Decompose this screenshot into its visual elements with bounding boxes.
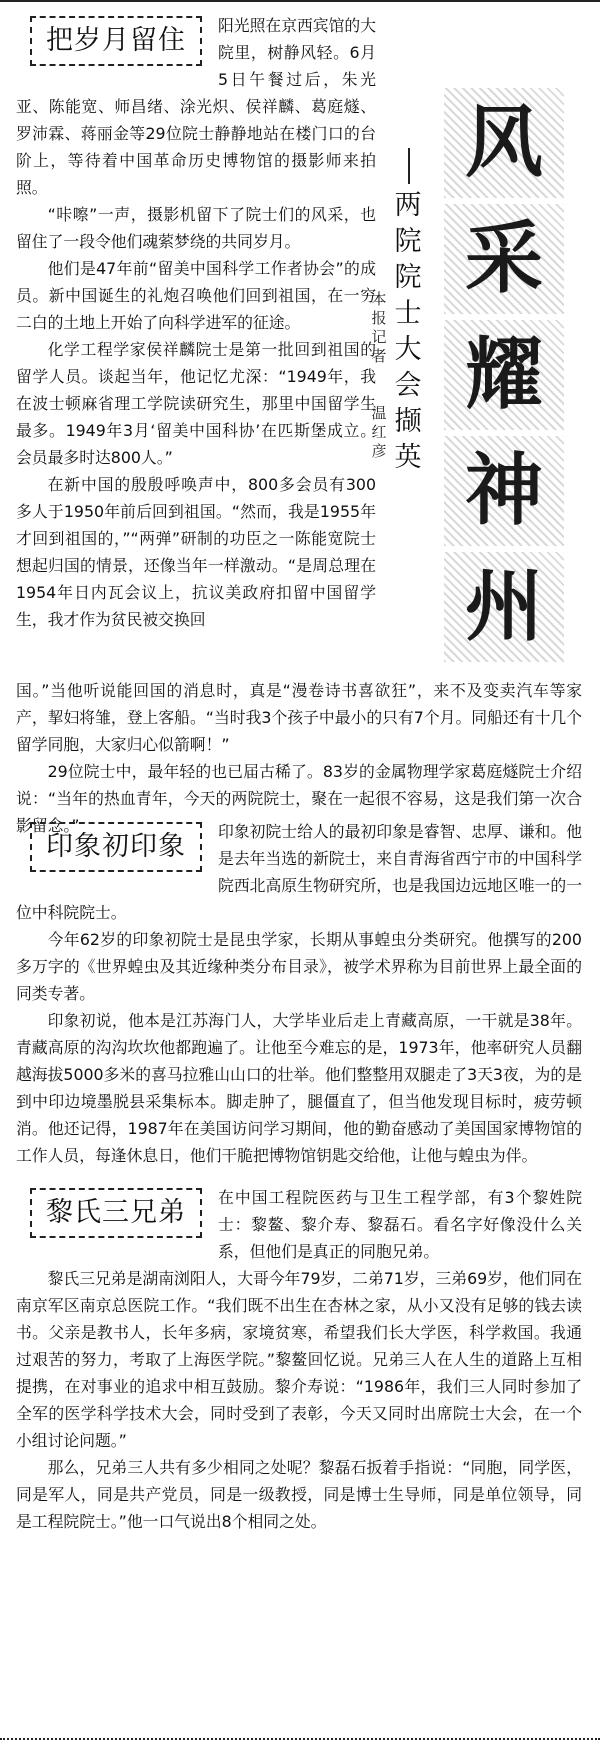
section1-paragraph: 他们是47年前“留美中国科学工作者协会”的成员。新中国诞生的礼炮召唤他们回到祖国，在一穷二白的土地上开始了向科学进军的征途。 [16,259,376,332]
subtitle-char: 院 [394,226,424,257]
top-border-rule [0,0,600,8]
subtitle-char: 大 [394,334,424,365]
section1-lead-paragraph [16,12,376,201]
section3-paragraph: 那么，兄弟三人共有多少相同之处呢？黎磊石扳着手指说：“同胞，同学医，同是军人，同是共产党员，同是一级教授，同是博士生导师，同是单位领导，同是工程院院士。”他一口气说出8个相同之处。 [16,1458,582,1531]
section1-paragraph: 化学工程学家侯祥麟院士是第一批回到祖国的留学人员。谈起当年，他记忆尤深：“1949年，我在波士顿麻省理工学院读研究生，那里中国留学生最多。1949年3月‘留美中国科协’在匹斯堡成立。会员最多时达800人。” [16,340,376,467]
subtitle-char: 两 [394,190,424,221]
section2-paragraph: 今年62岁的印象初院士是昆虫学家，长期从事蝗虫分类研究。他撰写的200多万字的《世界蝗虫及其近缘种类分布目录》，被学术界称为目前世界上最全面的同类专著。 [16,930,582,1003]
title-char: 神 [444,436,564,546]
section1-paragraph: 29位院士中，最年轻的也已届古稀了。83岁的金属物理学家葛庭燧院士介绍说：“当年的热血青年，今天的两院院士，聚在一起很不容易，这是我们第一次合影留念。” [16,762,582,835]
subtitle-char: 会 [394,370,424,401]
section1-heading: 把岁月留住 [30,16,202,66]
section3-heading: 黎氏三兄弟 [30,1188,202,1238]
title-char: 耀 [444,320,564,430]
section2-lead-text: 印象初院士给人的最初印象是睿智、忠厚、谦和。他是去年当选的新院士，来自青海省西宁市的中国科学院西北高原生物研究所，也是我国边远地区唯一的一位中科院院士。 [16,822,582,922]
section2-paragraph: 印象初说，他本是江苏海门人，大学毕业后走上青藏高原，一干就是38年。青藏高原的沟沟坎坎他都跑遍了。让他至今难忘的是，1973年，他率研究人员翻越海拔5000多米的喜马拉雅山山口的壮举。他们整整用双腿走了3天3夜，为的是到中印边境墨脱县采集标本。脚走肿了，腿僵直了，但当他发现目标时，疲劳顿消。他还记得，1987年在美国访问学习期间，他的勤奋感动了美国国家博物馆的工作人员，每逢休息日，他们干脆把博物馆钥匙交给他，让他与蝗虫为伴。 [16,1011,582,1165]
vertical-title-block [412,88,582,668]
section3-lead-text: 在中国工程院医药与卫生工程学部，有3个黎姓院士：黎鳌、黎介寿、黎磊石。看名字好像没什么关系，但他们是真正的同胞兄弟。 [218,1188,582,1261]
title-char: 风 [444,88,564,198]
section1-paragraph: “咔嚓”一声，摄影机留下了院士们的风采，也留住了一段令他们魂萦梦绕的共同岁月。 [16,205,376,251]
section3-paragraph: 黎氏三兄弟是湖南浏阳人，大哥今年79岁，二弟71岁，三弟69岁，他们同在南京军区南京总医院工作。“我们既不出生在杏林之家，从小又没有足够的钱去读书。父亲是教书人，长年多病，家境贫寒，希望我们长大学医，科学救国。我通过艰苦的努力，考取了上海医学院。”黎鳌回忆说。兄弟三人在人生的道路上互相提携，在对事业的追求中相互鼓励。黎介寿说：“1986年，我们三人同时参加了全军的医学科学技术大会，同时受到了表彰，今天又同时出席院士大会，在一个小组讨论问题。” [16,1269,582,1450]
subtitle-dash [408,148,410,184]
section3-block [16,1184,582,1535]
byline-char: 记 [371,328,387,346]
title-char: 州 [444,552,564,662]
byline-char: 温 [371,404,387,422]
byline-char: 者 [371,347,387,365]
byline-char: 红 [371,423,387,441]
byline-char: 报 [371,309,387,327]
section2-block [16,818,582,1169]
section1-lead-text: 阳光照在京西宾馆的大院里，树静风轻。6月5日午餐过后，朱光亚、陈能宽、师昌绪、涂光炽、侯祥麟、葛庭燧、罗沛霖、蒋丽金等29位院士静静地站在楼门口的台阶上，等待着中国革命历史博物馆的摄影师来拍照。 [16,16,376,197]
subtitle-char: 士 [394,298,424,329]
section1-paragraph: 在新中国的殷殷呼唤声中，800多会员有300多人于1950年前后回到祖国。“然而，我是1955年才回到祖国的，”“两弹”研制的功臣之一陈能宽院士想起归国的情景，还像当年一样激动。“是周总理在1954年日内瓦会议上，抗议美政府扣留中国留学生，我才作为贫民被交换回 [16,475,376,629]
title-char: 采 [444,204,564,314]
section1-column [16,12,376,633]
subtitle-char: 英 [394,442,424,473]
subtitle-char: 撷 [394,406,424,437]
vertical-subtitle [392,148,426,476]
section2-heading: 印象初印象 [30,822,202,872]
byline-char: 本 [371,290,387,308]
section2-lead-paragraph [16,818,582,926]
section1-continuation [16,677,582,839]
section1-paragraph: 国。”当他听说能回国的消息时，真是“漫卷诗书喜欲狂”，来不及变卖汽车等家产，挈妇将雏，登上客船。“当时我3个孩子中最小的只有7个月。同船还有十几个留学同胞，大家归心似箭啊！” [16,681,582,754]
subtitle-char: 院 [394,262,424,293]
section3-lead-paragraph [16,1184,582,1265]
byline-char: 彦 [371,442,387,460]
bottom-border-rule [0,1738,600,1746]
